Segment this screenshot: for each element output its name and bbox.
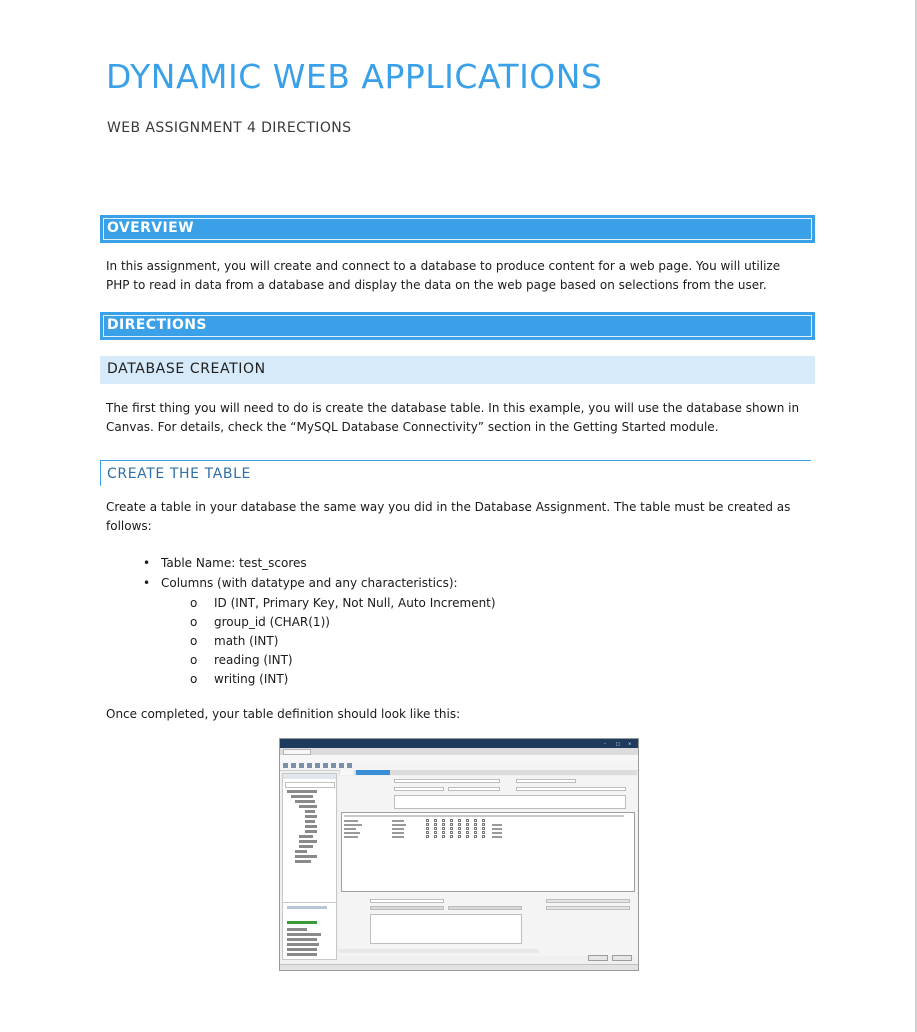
figure-bottom-tabs [339,949,539,953]
figure-grid-checkbox [426,823,429,826]
figure-grid-checkbox [466,831,469,834]
database-creation-heading-bar [100,356,815,384]
figure-grid-row [344,820,358,822]
figure-charset-field [394,787,444,791]
figure-tree-line [299,805,317,808]
figure-grid-checkbox [482,831,485,834]
figure-grid-checkbox [442,831,445,834]
overview-heading: OVERVIEW [107,220,194,236]
sub-list-item: ID (INT, Primary Key, Not Null, Auto Increment) [214,596,496,610]
figure-grid-checkbox [466,827,469,830]
figure-toolbar-icon [291,763,296,768]
figure-info-line [287,938,317,941]
figure-grid-type [392,820,404,822]
figure-tree-line [305,820,315,823]
figure-toolbar-icon [323,763,328,768]
figure-grid-row [344,832,360,834]
figure-tree-line [305,815,317,818]
sub-list-item: group_id (CHAR(1)) [214,615,330,629]
figure-grid-checkbox [474,835,477,838]
figure-grid-type [392,828,404,830]
figure-grid-default [492,832,502,834]
figure-grid-checkbox [434,835,437,838]
figure-tree-line [295,800,315,803]
directions-heading: DIRECTIONS [107,317,207,333]
figure-grid-row [344,828,356,830]
figure-statusbar [280,964,638,971]
figure-grid-checkbox [426,835,429,838]
figure-grid-checkbox [466,823,469,826]
figure-revert-button [612,955,632,961]
figure-grid-checkbox [426,831,429,834]
document-title: DYNAMIC WEB APPLICATIONS [106,57,603,96]
figure-grid-default [492,836,502,838]
figure-grid-default [492,828,502,830]
figure-grid-checkbox [474,823,477,826]
figure-grid-row [344,836,358,838]
figure-grid-checkbox [442,819,445,822]
figure-schema-field [516,779,576,783]
figure-info-line [287,933,321,936]
figure-grid-checkbox [458,831,461,834]
figure-titlebar: – □ × [280,739,638,748]
figure-datatype-field [546,899,630,903]
figure-grid-checkbox [426,819,429,822]
figure-grid-checkbox [482,827,485,830]
figure-navigator-header [283,774,336,779]
figure-grid-checkbox [466,819,469,822]
figure-grid-checkbox [434,819,437,822]
sub-bullet-marker: o [190,634,198,648]
bullet-marker: • [143,576,151,590]
database-creation-heading: DATABASE CREATION [107,361,266,377]
figure-collation-field-2 [448,906,522,910]
figure-tree-line [299,845,313,848]
figure-grid-checkbox [474,831,477,834]
directions-heading-bar [100,312,815,340]
overview-heading-bar [100,215,815,243]
figure-collation-field [448,787,500,791]
workbench-screenshot-figure [279,738,639,971]
figure-info-line [287,928,307,931]
figure-info-line [287,948,317,951]
figure-grid-type [392,832,404,834]
figure-tree-line [295,860,311,863]
figure-grid-type [392,836,404,838]
figure-info-tabs [287,906,327,909]
figure-info-panel [282,902,337,960]
figure-columns-grid [341,812,635,892]
figure-grid-checkbox [450,835,453,838]
figure-toolbar-icon [283,763,288,768]
figure-grid-checkbox [442,827,445,830]
figure-tree-line [305,825,317,828]
sub-bullet-marker: o [190,596,198,610]
figure-navigator-search [285,782,335,788]
figure-column-name-field [370,899,444,903]
create-table-outro: Once completed, your table definition should look like this: [106,707,461,721]
list-item: Columns (with datatype and any characteristics): [161,576,458,590]
figure-tree-line [295,850,307,853]
sub-bullet-marker: o [190,615,198,629]
figure-grid-checkbox [458,827,461,830]
figure-tree-line [291,795,313,798]
figure-grid-checkbox [466,835,469,838]
figure-tree-line [299,840,317,843]
figure-grid-row [344,824,362,826]
figure-tree-line [295,855,317,858]
figure-grid-checkbox [458,819,461,822]
figure-tree-line [299,835,313,838]
figure-grid-checkbox [450,827,453,830]
figure-grid-checkbox [442,835,445,838]
sub-list-item: reading (INT) [214,653,293,667]
figure-grid-default [492,824,502,826]
list-item: Table Name: test_scores [161,556,307,570]
figure-tabstrip [280,748,638,755]
figure-query-tab-active [356,770,390,775]
figure-grid-checkbox [450,819,453,822]
create-table-intro: Create a table in your database the same way you did in the Database Assignment. The table must be created as follows: [106,500,791,533]
figure-grid-checkbox [474,819,477,822]
figure-query-tab [340,770,354,775]
figure-grid-checkbox [450,831,453,834]
figure-grid-checkbox [434,823,437,826]
create-table-heading: CREATE THE TABLE [107,466,251,482]
figure-apply-button [588,955,608,961]
figure-column-comments [370,914,522,944]
figure-grid-checkbox [474,827,477,830]
figure-toolbar-icon [307,763,312,768]
figure-tree-line [305,810,315,813]
figure-toolbar-icon [339,763,344,768]
figure-grid-checkbox [434,831,437,834]
figure-toolbar-icon [299,763,304,768]
figure-grid-header [344,815,624,817]
figure-charset-field-2 [370,906,444,910]
figure-toolbar-icon [347,763,352,768]
figure-grid-checkbox [482,819,485,822]
figure-grid-checkbox [434,827,437,830]
figure-comments-field [394,795,626,809]
figure-grid-checkbox [458,823,461,826]
create-table-heading-block [100,460,811,486]
document-subtitle: WEB ASSIGNMENT 4 DIRECTIONS [107,120,352,136]
figure-info-line [287,921,317,924]
figure-tree-line [287,790,317,793]
sub-bullet-marker: o [190,653,198,667]
figure-toolbar-icon [331,763,336,768]
figure-table-name-field [394,779,500,783]
figure-grid-checkbox [426,827,429,830]
sub-bullet-marker: o [190,672,198,686]
bullet-marker: • [143,556,151,570]
figure-grid-checkbox [458,835,461,838]
sub-list-item: math (INT) [214,634,279,648]
figure-default-field [546,906,630,910]
sub-list-item: writing (INT) [214,672,289,686]
figure-grid-type [392,824,406,826]
figure-engine-field [516,787,626,791]
figure-grid-checkbox [482,823,485,826]
figure-info-line [287,943,319,946]
figure-grid-checkbox [482,835,485,838]
figure-grid-checkbox [450,823,453,826]
database-creation-paragraph: The first thing you will need to do is create the database table. In this example, you will use the database shown in Canvas. For details, check the “MySQL Database Connectivity” section in the Getting Started module. [106,401,800,434]
figure-grid-checkbox [442,823,445,826]
overview-paragraph: In this assignment, you will create and connect to a database to produce content for a web page. You will utilize PHP to read in data from a database and display the data on the web page based on selections from the user. [106,259,781,292]
figure-tree-line [305,830,317,833]
figure-info-line [287,953,317,956]
figure-toolbar-icon [315,763,320,768]
